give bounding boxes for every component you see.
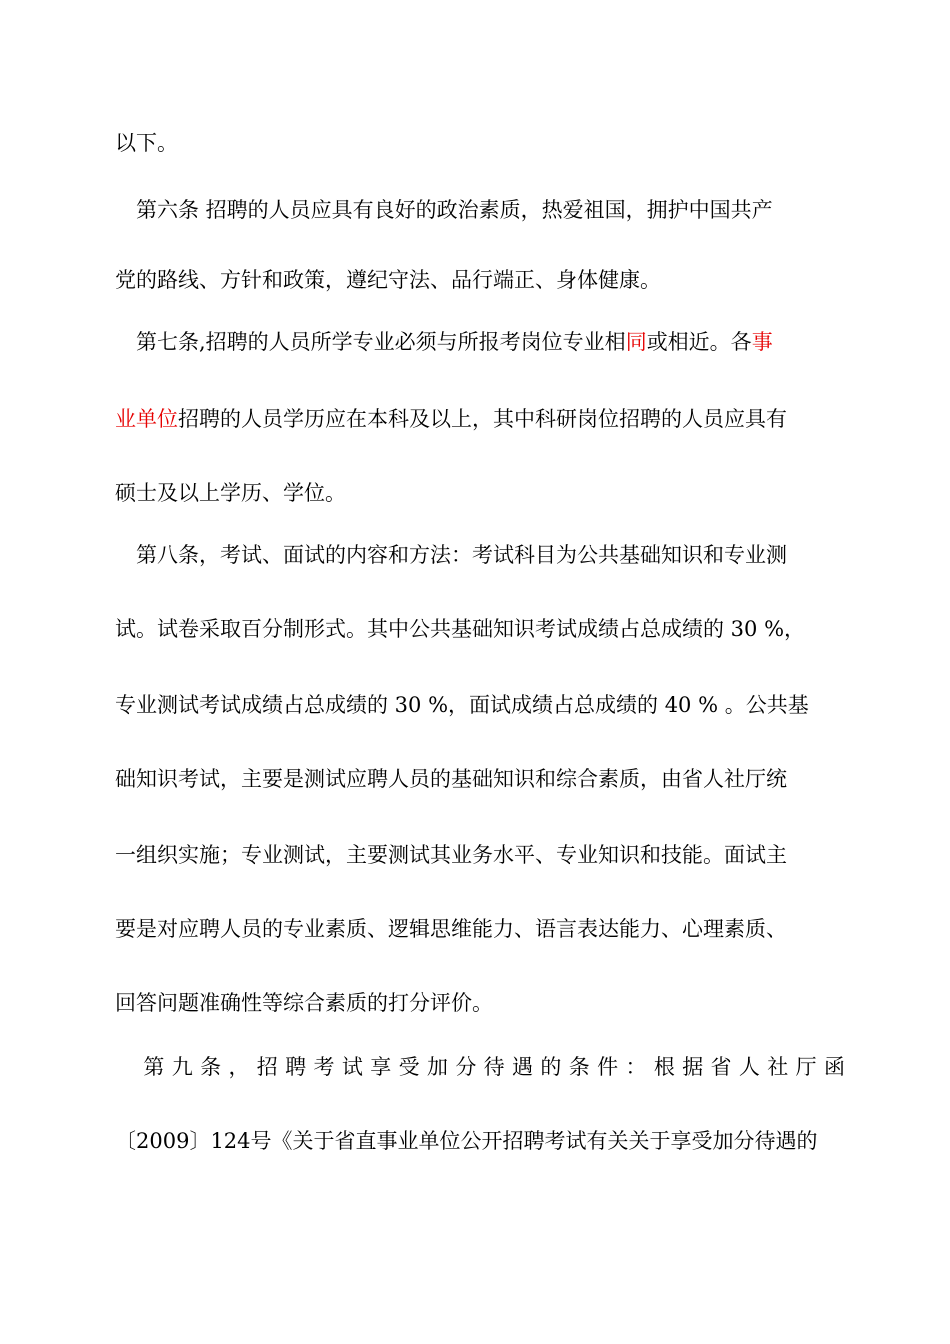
paragraph-line: 要是对应聘人员的专业素质、逻辑思维能力、语言表达能力、心理素质、 [115,917,787,941]
paragraph-line: 〔2009〕124号《关于省直事业单位公开招聘考试有关关于享受加分待遇的 [115,1129,818,1153]
paragraph-line: 以下。 [115,131,178,155]
highlighted-text: 业单位 [115,407,178,431]
paragraph-line: 专业测试考试成绩占总成绩的 30 %，面试成绩占总成绩的 40 % 。公共基 [115,693,809,717]
paragraph-line: 硕士及以上学历、学位。 [115,481,346,505]
paragraph-line: 回答问题准确性等综合素质的打分评价。 [115,991,493,1015]
article-8-heading-line: 第八条，考试、面试的内容和方法：考试科目为公共基础知识和专业测 [115,543,787,567]
paragraph-line: 础知识考试，主要是测试应聘人员的基础知识和综合素质，由省人社厅统 [115,767,787,791]
paragraph-line: 一组织实施；专业测试，主要测试其业务水平、专业知识和技能。面试主 [115,843,787,867]
paragraph-line [115,404,845,434]
highlighted-text: 同 [625,330,647,354]
paragraph-line: 试。试卷采取百分制形式。其中公共基础知识考试成绩占总成绩的 30 %， [115,617,806,641]
article-6-heading-line: 第六条 招聘的人员应具有良好的政治素质，热爱祖国，拥护中国共产 [115,198,773,222]
highlighted-text: 事 [751,330,773,354]
article-9-heading-line: 第九条，招聘考试享受加分待遇的条件：根据省人社厅函 [115,1055,845,1079]
paragraph-line: 党的路线、方针和政策，遵纪守法、品行端正、身体健康。 [115,268,661,292]
text-span: 招聘的人员学历应在本科及以上，其中科研岗位招聘的人员应具有 [178,407,787,431]
text-span: 第七条,招聘的人员所学专业必须与所报考岗位专业相 [115,330,626,354]
text-span: 或相近。各 [646,330,752,354]
article-7-heading-line [115,327,845,357]
